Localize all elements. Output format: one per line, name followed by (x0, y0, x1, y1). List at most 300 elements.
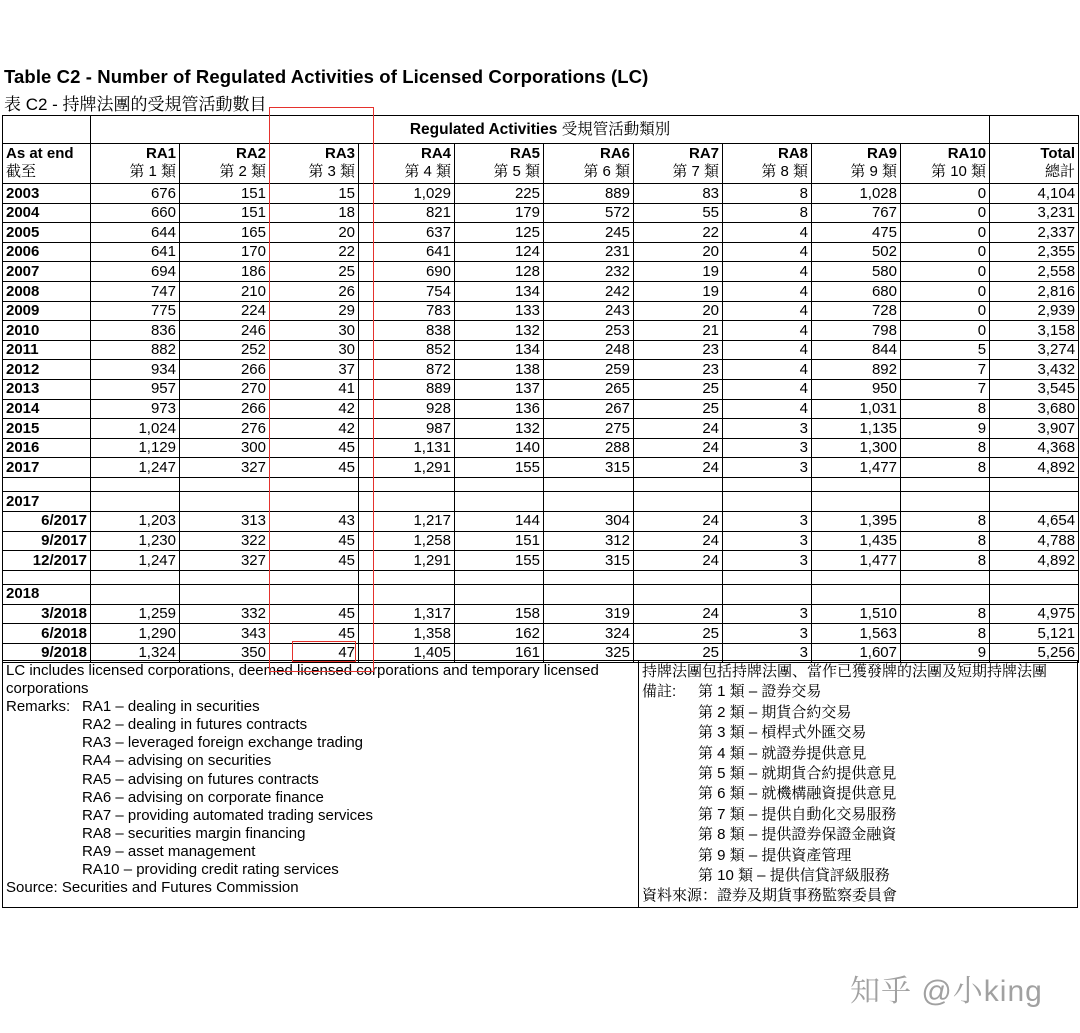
table-cell: 2,939 (990, 301, 1079, 321)
table-cell: 1,203 (91, 511, 180, 531)
remark-item-zh (642, 764, 1074, 784)
table-cell: 637 (359, 223, 455, 243)
empty-cell (901, 584, 990, 604)
table-cell: 41 (270, 379, 359, 399)
table-cell: 15 (270, 184, 359, 204)
table-cell: 136 (455, 399, 544, 419)
row-label: 2009 (3, 301, 91, 321)
table-cell: 21 (634, 321, 723, 341)
column-header-zh: 第 3 類 (308, 162, 355, 180)
empty-cell (901, 570, 990, 584)
table-cell: 8 (901, 511, 990, 531)
table-cell: 3,274 (990, 340, 1079, 360)
notes-english (3, 661, 639, 907)
empty-cell (901, 491, 990, 511)
empty-cell (990, 570, 1079, 584)
table-cell: 161 (455, 643, 544, 663)
empty-cell (91, 570, 180, 584)
table-cell: 680 (812, 281, 901, 301)
table-cell: 1,028 (812, 184, 901, 204)
empty-cell (544, 491, 634, 511)
table-cell: 1,131 (359, 438, 455, 458)
remark-text-zh: 第 4 類 – 就證券提供意見 (698, 744, 867, 762)
table-cell: 1,129 (91, 438, 180, 458)
table-cell: 266 (180, 360, 270, 380)
column-header-ra8 (723, 144, 812, 184)
table-cell: 133 (455, 301, 544, 321)
table-row (3, 340, 1079, 360)
table-cell: 4,654 (990, 511, 1079, 531)
table-row (3, 438, 1079, 458)
table-cell: 5,256 (990, 643, 1079, 663)
table-cell: 852 (359, 340, 455, 360)
table-cell: 3,680 (990, 399, 1079, 419)
table-cell: 225 (455, 184, 544, 204)
row-label: 2013 (3, 379, 91, 399)
data-table-container (2, 115, 1078, 663)
remark-item-zh (642, 784, 1074, 804)
table-cell: 252 (180, 340, 270, 360)
row-label: 3/2018 (3, 604, 91, 624)
empty-cell (723, 491, 812, 511)
remarks-label-zh (642, 744, 698, 764)
table-cell: 475 (812, 223, 901, 243)
table-cell: 19 (634, 281, 723, 301)
table-cell: 137 (455, 379, 544, 399)
lc-note-zh: 持牌法團包括持牌法團、當作已獲發牌的法團及短期持牌法團 (642, 663, 1048, 680)
table-cell: 987 (359, 419, 455, 439)
table-cell: 24 (634, 438, 723, 458)
table-cell: 1,300 (812, 438, 901, 458)
table-cell: 728 (812, 301, 901, 321)
table-cell: 4,975 (990, 604, 1079, 624)
row-label: 2006 (3, 242, 91, 262)
table-cell: 22 (634, 223, 723, 243)
table-cell: 1,247 (91, 551, 180, 571)
table-cell: 304 (544, 511, 634, 531)
remark-item-zh (642, 682, 1074, 702)
row-label: 6/2018 (3, 624, 91, 644)
column-header-total (990, 144, 1079, 184)
remark-item-zh (642, 846, 1074, 866)
table-cell: 313 (180, 511, 270, 531)
table-cell: 2,816 (990, 281, 1079, 301)
table-cell: 844 (812, 340, 901, 360)
remarks-label-en (6, 716, 82, 734)
column-header-zh: 第 7 類 (672, 162, 719, 180)
remarks-label-zh (642, 825, 698, 845)
row-label: 2011 (3, 340, 91, 360)
table-cell: 641 (359, 242, 455, 262)
empty-cell (180, 570, 270, 584)
table-cell: 132 (455, 321, 544, 341)
table-row (3, 419, 1079, 439)
table-cell: 151 (455, 531, 544, 551)
remark-item-en (6, 716, 635, 734)
table-cell: 580 (812, 262, 901, 282)
table-cell: 1,024 (91, 419, 180, 439)
column-header-zh: 第 5 類 (493, 162, 540, 180)
column-header-zh: 第 8 類 (761, 162, 808, 180)
table-cell: 836 (91, 321, 180, 341)
table-cell: 973 (91, 399, 180, 419)
remark-text-en: RA4 – advising on securities (82, 752, 272, 770)
table-cell: 179 (455, 203, 544, 223)
empty-cell (180, 491, 270, 511)
table-cell: 26 (270, 281, 359, 301)
table-cell: 1,258 (359, 531, 455, 551)
remarks-label-zh: 備註: (642, 683, 677, 701)
empty-cell (812, 584, 901, 604)
table-cell: 132 (455, 419, 544, 439)
table-cell: 322 (180, 531, 270, 551)
table-cell: 4 (723, 321, 812, 341)
table-cell: 19 (634, 262, 723, 282)
remark-text-zh: 第 1 類 – 證券交易 (698, 683, 822, 701)
empty-cell (455, 570, 544, 584)
column-header-code: RA6 (599, 145, 630, 162)
remarks-label-zh (642, 784, 698, 804)
table-cell: 45 (270, 624, 359, 644)
table-cell: 47 (270, 643, 359, 663)
table-cell: 4 (723, 223, 812, 243)
remark-item-zh (642, 723, 1074, 743)
table-cell: 3 (723, 624, 812, 644)
table-cell: 24 (634, 531, 723, 551)
table-cell: 155 (455, 458, 544, 478)
table-cell: 1,477 (812, 551, 901, 571)
table-cell: 162 (455, 624, 544, 644)
table-cell: 3 (723, 511, 812, 531)
notes-section (2, 660, 1078, 908)
table-cell: 29 (270, 301, 359, 321)
column-header-ra2 (180, 144, 270, 184)
table-cell: 1,317 (359, 604, 455, 624)
table-cell: 25 (634, 399, 723, 419)
table-cell: 3,158 (990, 321, 1079, 341)
table-cell: 151 (180, 203, 270, 223)
remark-text-zh: 第 2 類 – 期貨合約交易 (698, 703, 852, 721)
table-cell: 45 (270, 458, 359, 478)
data-table (2, 115, 1079, 663)
column-header-code: RA5 (509, 145, 540, 162)
table-cell: 42 (270, 399, 359, 419)
column-header-ra1 (91, 144, 180, 184)
table-cell: 1,435 (812, 531, 901, 551)
table-cell: 1,031 (812, 399, 901, 419)
empty-cell (544, 477, 634, 491)
table-cell: 775 (91, 301, 180, 321)
header-row-group (3, 116, 1079, 144)
column-header-code: RA9 (866, 145, 897, 162)
column-header-row (3, 144, 1079, 184)
table-cell: 55 (634, 203, 723, 223)
table-cell: 37 (270, 360, 359, 380)
table-row (3, 301, 1079, 321)
row-label: 2005 (3, 223, 91, 243)
table-cell: 4 (723, 262, 812, 282)
table-row (3, 360, 1079, 380)
remarks-label-zh (642, 703, 698, 723)
section-header-row (3, 491, 1079, 511)
remark-text-en: RA2 – dealing in futures contracts (82, 716, 308, 734)
table-row (3, 511, 1079, 531)
table-cell: 210 (180, 281, 270, 301)
empty-cell (723, 570, 812, 584)
row-label: 2003 (3, 184, 91, 204)
table-cell: 270 (180, 379, 270, 399)
table-cell: 950 (812, 379, 901, 399)
table-cell: 83 (634, 184, 723, 204)
table-cell: 0 (901, 321, 990, 341)
table-cell: 242 (544, 281, 634, 301)
table-cell: 676 (91, 184, 180, 204)
table-cell: 276 (180, 419, 270, 439)
table-cell: 9 (901, 643, 990, 663)
table-cell: 327 (180, 551, 270, 571)
table-cell: 0 (901, 223, 990, 243)
remarks-label-zh (642, 723, 698, 743)
table-cell: 872 (359, 360, 455, 380)
column-header-ra6 (544, 144, 634, 184)
table-cell: 265 (544, 379, 634, 399)
empty-cell (180, 477, 270, 491)
table-cell: 134 (455, 340, 544, 360)
table-cell: 8 (901, 624, 990, 644)
remark-text-en: RA9 – asset management (82, 842, 256, 860)
table-cell: 8 (723, 184, 812, 204)
column-header-code: RA1 (145, 145, 176, 162)
section-header-row (3, 584, 1079, 604)
table-cell: 30 (270, 340, 359, 360)
table-cell: 25 (634, 624, 723, 644)
remark-item-en (6, 752, 635, 770)
table-cell: 343 (180, 624, 270, 644)
table-cell: 4,892 (990, 551, 1079, 571)
remarks-label-en (6, 752, 82, 770)
table-cell: 1,247 (91, 458, 180, 478)
row-label: 2017 (3, 458, 91, 478)
total-header-en: Total (1040, 145, 1076, 162)
as-at-end-header: As at end 截至 (3, 144, 91, 184)
remarks-label-en (6, 825, 82, 843)
table-cell: 1,395 (812, 511, 901, 531)
table-cell: 4 (723, 340, 812, 360)
table-cell: 4,892 (990, 458, 1079, 478)
empty-cell (901, 477, 990, 491)
table-cell: 266 (180, 399, 270, 419)
table-cell: 3 (723, 458, 812, 478)
table-cell: 224 (180, 301, 270, 321)
table-cell: 8 (723, 203, 812, 223)
remarks-list-zh (642, 682, 1074, 886)
table-cell: 3 (723, 551, 812, 571)
table-cell: 138 (455, 360, 544, 380)
column-header-zh: 第 1 類 (129, 162, 176, 180)
table-cell: 275 (544, 419, 634, 439)
remarks-label-zh (642, 764, 698, 784)
column-header-zh: 第 2 類 (219, 162, 266, 180)
table-cell: 0 (901, 203, 990, 223)
column-header-code: RA8 (777, 145, 808, 162)
table-cell: 24 (634, 604, 723, 624)
empty-cell (3, 477, 91, 491)
column-header-code: RA7 (688, 145, 719, 162)
regulated-activities-label-zh: 受規管活動類別 (561, 120, 671, 138)
table-cell: 4 (723, 281, 812, 301)
table-cell: 3,231 (990, 203, 1079, 223)
section-year-label: 2017 (3, 491, 91, 511)
table-cell: 889 (544, 184, 634, 204)
table-cell: 3 (723, 604, 812, 624)
column-header-code: RA3 (324, 145, 355, 162)
spacer-row (3, 570, 1079, 584)
table-cell: 327 (180, 458, 270, 478)
notes-chinese (639, 661, 1077, 907)
row-label: 2014 (3, 399, 91, 419)
column-header-ra9 (812, 144, 901, 184)
empty-cell (634, 491, 723, 511)
table-cell: 3 (723, 531, 812, 551)
ra3-latest-cell-highlight (292, 641, 356, 662)
table-cell: 2,558 (990, 262, 1079, 282)
remark-text-zh: 第 5 類 – 就期貨合約提供意見 (698, 765, 897, 783)
table-cell: 20 (634, 242, 723, 262)
table-cell: 332 (180, 604, 270, 624)
empty-cell (634, 570, 723, 584)
table-cell: 892 (812, 360, 901, 380)
table-cell: 0 (901, 301, 990, 321)
table-cell: 1,290 (91, 624, 180, 644)
table-cell: 30 (270, 321, 359, 341)
table-row (3, 262, 1079, 282)
table-cell: 8 (901, 551, 990, 571)
empty-cell (544, 570, 634, 584)
table-row (3, 604, 1079, 624)
table-cell: 134 (455, 281, 544, 301)
table-cell: 572 (544, 203, 634, 223)
table-cell: 155 (455, 551, 544, 571)
table-cell: 838 (359, 321, 455, 341)
table-cell: 128 (455, 262, 544, 282)
header-blank-left (3, 116, 91, 144)
remark-item-en (6, 771, 635, 789)
table-cell: 315 (544, 551, 634, 571)
remark-text-zh: 第 3 類 – 槓桿式外匯交易 (698, 724, 867, 742)
empty-cell (812, 477, 901, 491)
table-cell: 25 (270, 262, 359, 282)
table-cell: 1,291 (359, 551, 455, 571)
table-cell: 4 (723, 242, 812, 262)
section-year-label: 2018 (3, 584, 91, 604)
table-row (3, 551, 1079, 571)
table-cell: 144 (455, 511, 544, 531)
empty-cell (812, 570, 901, 584)
remark-text-zh: 第 6 類 – 就機構融資提供意見 (698, 785, 897, 803)
remark-text-en: RA3 – leveraged foreign exchange trading (82, 734, 364, 752)
table-cell: 1,477 (812, 458, 901, 478)
table-cell: 312 (544, 531, 634, 551)
table-cell: 1,607 (812, 643, 901, 663)
table-cell: 23 (634, 360, 723, 380)
column-header-zh: 第 4 類 (404, 162, 451, 180)
table-cell: 151 (180, 184, 270, 204)
row-label: 2007 (3, 262, 91, 282)
ra3-column-highlight-box (269, 107, 374, 672)
table-cell: 288 (544, 438, 634, 458)
regulated-activities-header (91, 116, 990, 144)
source-en: Source: Securities and Futures Commission (6, 879, 299, 897)
table-cell: 2,337 (990, 223, 1079, 243)
remarks-label-zh (642, 866, 698, 886)
table-cell: 934 (91, 360, 180, 380)
table-cell: 22 (270, 242, 359, 262)
table-cell: 4 (723, 360, 812, 380)
header-blank-right (990, 116, 1079, 144)
empty-cell (812, 491, 901, 511)
column-header-zh: 第 10 類 (931, 162, 987, 180)
table-cell: 783 (359, 301, 455, 321)
remark-text-zh: 第 7 類 – 提供自動化交易服務 (698, 805, 897, 823)
remark-text-en: RA6 – advising on corporate finance (82, 788, 324, 806)
row-label: 2012 (3, 360, 91, 380)
table-cell: 1,259 (91, 604, 180, 624)
remarks-label-en (6, 843, 82, 861)
remark-text-zh: 第 8 類 – 提供證券保證金融資 (698, 826, 897, 844)
table-cell: 259 (544, 360, 634, 380)
table-cell: 767 (812, 203, 901, 223)
column-header-ra10 (901, 144, 990, 184)
table-cell: 231 (544, 242, 634, 262)
table-cell: 644 (91, 223, 180, 243)
table-cell: 2,355 (990, 242, 1079, 262)
table-cell: 4,104 (990, 184, 1079, 204)
table-cell: 690 (359, 262, 455, 282)
table-cell: 8 (901, 399, 990, 419)
table-cell: 889 (359, 379, 455, 399)
empty-cell (455, 477, 544, 491)
remark-item-zh (642, 805, 1074, 825)
table-cell: 267 (544, 399, 634, 419)
table-cell: 1,291 (359, 458, 455, 478)
table-cell: 24 (634, 511, 723, 531)
table-cell: 1,230 (91, 531, 180, 551)
table-cell: 882 (91, 340, 180, 360)
table-cell: 253 (544, 321, 634, 341)
table-cell: 45 (270, 604, 359, 624)
column-header-ra7 (634, 144, 723, 184)
table-cell: 4,788 (990, 531, 1079, 551)
table-cell: 45 (270, 531, 359, 551)
table-cell: 125 (455, 223, 544, 243)
table-cell: 186 (180, 262, 270, 282)
table-cell: 821 (359, 203, 455, 223)
table-cell: 8 (901, 458, 990, 478)
table-cell: 165 (180, 223, 270, 243)
table-cell: 4 (723, 301, 812, 321)
remark-item-en (6, 698, 635, 716)
remark-item-en (6, 807, 635, 825)
remark-text-en: RA7 – providing automated trading services (82, 806, 373, 824)
regulated-activities-label-en: Regulated Activities (409, 120, 558, 138)
remark-text-en: RA1 – dealing in securities (82, 698, 260, 716)
table-cell: 4 (723, 379, 812, 399)
column-header-code: RA4 (420, 145, 451, 162)
remarks-label-en (6, 771, 82, 789)
table-cell: 350 (180, 643, 270, 663)
remark-text-zh: 第 10 類 – 提供信貸評級服務 (698, 867, 890, 885)
table-row (3, 624, 1079, 644)
